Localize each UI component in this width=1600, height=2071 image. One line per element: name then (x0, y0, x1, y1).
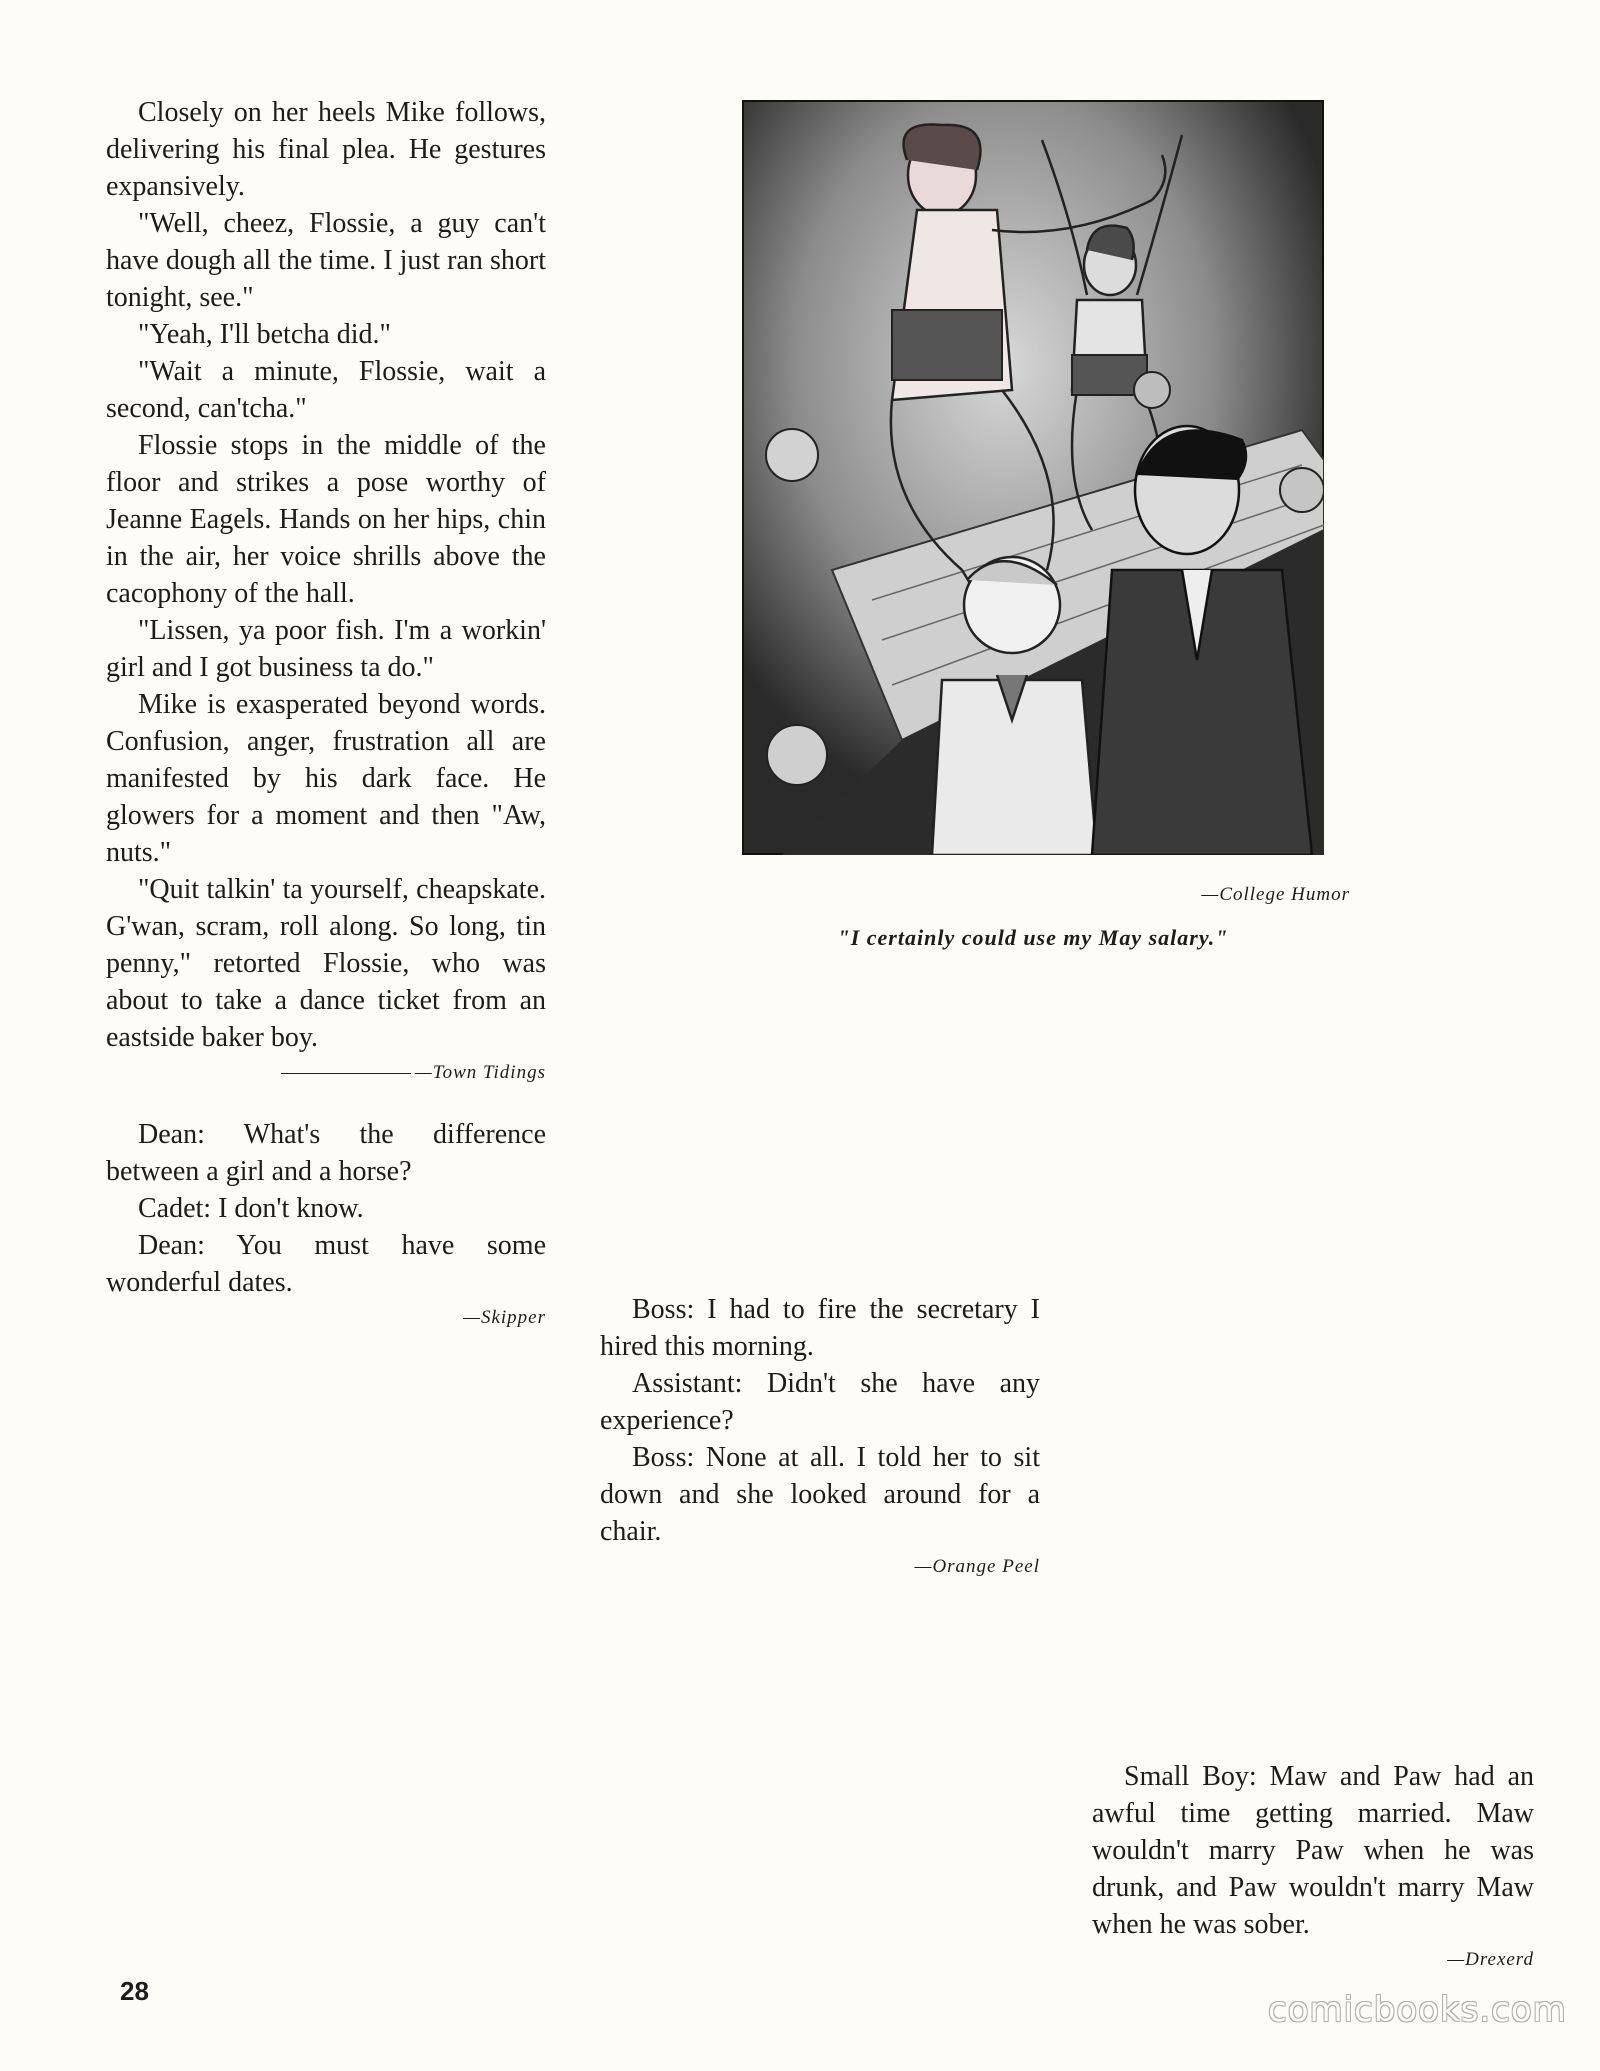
story-paragraph: "Quit talkin' ta yourself, cheapskate. G'wan, scram, roll along. So long, tin penny," retorted Flossie, who was about to take a dance ticket from an eastside baker boy. (106, 874, 546, 1053)
cartoon-illustration (742, 100, 1324, 855)
joke-line: Boss: None at all. I told her to sit down and she looked around for a chair. (600, 1442, 1040, 1547)
watermark: comicbooks.com (1268, 1990, 1567, 2030)
joke-boss-credit: —Orange Peel (914, 1556, 1040, 1577)
cartoon-credit-block (1080, 878, 1350, 906)
joke-small-boy-credit: —Drexerd (1447, 1949, 1534, 1970)
joke-line: Cadet: I don't know. (138, 1193, 364, 1224)
joke-dean-credit: —Skipper (463, 1307, 546, 1328)
story-credit-row (106, 1062, 546, 1084)
story-paragraph: Flossie stops in the middle of the floor and strikes a pose worthy of Jeanne Eagels. Hands on her hips, chin in the air, her voice shrills above the cacophony of the hall. (106, 430, 546, 609)
joke-line: Boss: I had to fire the secretary I hired this morning. (600, 1294, 1040, 1362)
story-paragraph: "Well, cheez, Flossie, a guy can't have dough all the time. I just ran short tonight, see." (106, 208, 546, 313)
joke-line: Small Boy: Maw and Paw had an awful time getting married. Maw wouldn't marry Paw when he was drunk, and Paw wouldn't marry Maw when he was sober. (1092, 1761, 1534, 1940)
story-text (106, 94, 546, 1056)
joke-line: Dean: You must have some wonderful dates. (106, 1230, 546, 1298)
page-number: 28 (120, 1976, 149, 2006)
divider-rule (281, 1073, 411, 1074)
joke-line: Assistant: Didn't she have any experience? (600, 1368, 1040, 1436)
joke-line: Dean: What's the difference between a girl and a horse? (106, 1119, 546, 1187)
story-paragraph: "Lissen, ya poor fish. I'm a workin' girl and I got business ta do." (106, 615, 546, 683)
joke-boss (600, 1291, 1040, 1578)
story-paragraph: Closely on her heels Mike follows, delivering his final plea. He gestures expansively. (106, 97, 546, 202)
story-paragraph: Mike is exasperated beyond words. Confusion, anger, frustration all are manifested by his dark face. He glowers for a moment and then "Aw, nuts." (106, 689, 546, 868)
story-credit: —Town Tidings (414, 1062, 546, 1083)
story-paragraph: "Wait a minute, Flossie, wait a second, can'tcha." (106, 356, 546, 424)
story-paragraph: "Yeah, I'll betcha did." (138, 319, 391, 350)
cartoon-credit: —College Humor (1201, 884, 1350, 905)
story-block (106, 94, 546, 1084)
joke-dean (106, 1116, 546, 1329)
joke-small-boy (1092, 1758, 1534, 1971)
cartoon-caption: "I certainly could use my May salary." (837, 925, 1229, 950)
